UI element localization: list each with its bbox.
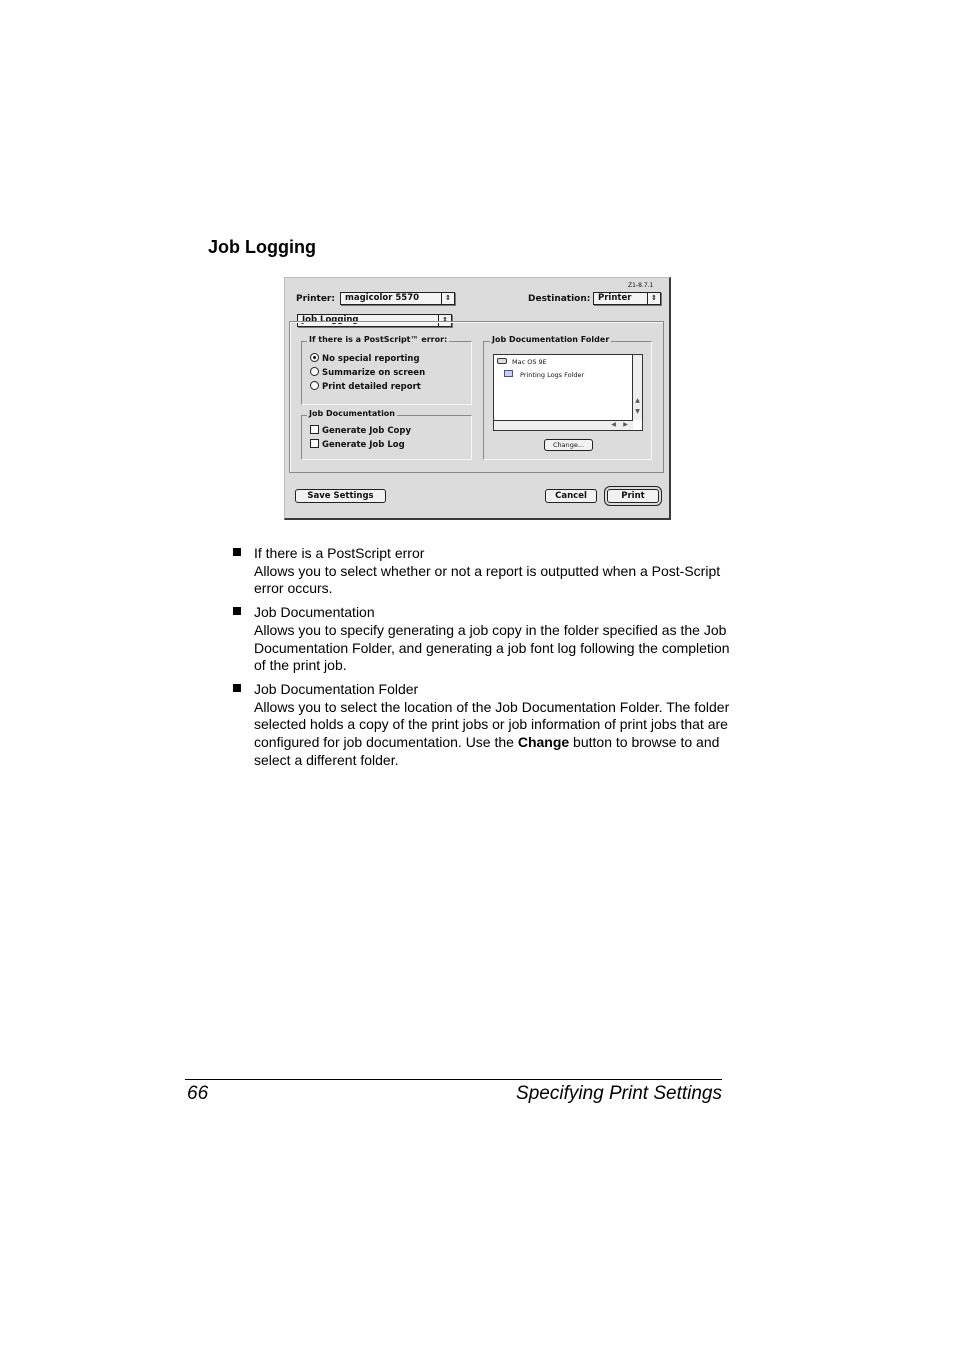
folder-listbox[interactable] — [493, 354, 643, 431]
item-title: Job Documentation Folder — [254, 680, 419, 697]
scroll-right-icon[interactable]: ▶ — [623, 421, 628, 428]
print-button[interactable]: Print — [607, 489, 659, 503]
list-item — [232, 545, 732, 598]
radio-icon — [310, 367, 319, 376]
radio-selected-icon — [310, 353, 319, 362]
print-dialog — [284, 277, 671, 520]
version-label: Z1-8.7.1 — [628, 282, 654, 289]
folder-icon — [504, 370, 513, 377]
list-item — [232, 681, 732, 770]
checkbox-generate-job-copy[interactable]: Generate Job Copy — [310, 425, 411, 436]
vertical-scrollbar[interactable] — [632, 355, 642, 420]
scroll-down-icon[interactable]: ▼ — [635, 408, 640, 415]
section-heading: Job Logging — [208, 237, 316, 257]
radio-print-detailed-report[interactable]: Print detailed report — [310, 381, 421, 392]
folder-group-title: Job Documentation Folder — [492, 335, 610, 344]
scroll-up-icon[interactable]: ▲ — [635, 397, 640, 404]
checkbox-generate-job-log[interactable]: Generate Job Log — [310, 439, 405, 450]
list-item — [232, 604, 732, 675]
description-list — [232, 545, 732, 775]
postscript-error-group-title: If there is a PostScript™ error: — [309, 335, 448, 344]
item-text: Allows you to select the location of the Job Documentation Folder. The folder selected holds a copy of the print jobs or job information of print jobs that are configured for job documentation. Use the Change button to browse to and select a different folder. — [254, 698, 730, 768]
footer-rule — [185, 1079, 722, 1080]
destination-popup[interactable] — [593, 292, 661, 305]
cancel-button[interactable]: Cancel — [545, 489, 597, 503]
destination-popup-value: Printer — [598, 293, 632, 303]
panel-popup-value: Job Logging — [302, 315, 359, 325]
save-settings-button[interactable]: Save Settings — [295, 489, 386, 503]
footer-section-title: Specifying Print Settings — [516, 1083, 722, 1104]
radio-icon — [310, 381, 319, 390]
job-documentation-group-title: Job Documentation — [309, 409, 395, 418]
change-keyword: Change — [517, 734, 570, 751]
item-title: If there is a PostScript error — [254, 545, 425, 561]
printer-popup[interactable] — [340, 292, 455, 305]
scroll-left-icon[interactable]: ◀ — [611, 421, 616, 428]
popup-arrows-icon: ⇕ — [647, 293, 660, 304]
printer-popup-value: magicolor 5570 — [345, 293, 420, 303]
list-item[interactable]: Mac OS 9E — [497, 358, 547, 366]
radio-summarize-on-screen[interactable]: Summarize on screen — [310, 367, 425, 378]
square-bullet-icon — [233, 607, 241, 615]
radio-no-special-reporting[interactable]: No special reporting — [310, 353, 420, 364]
item-title: Job Documentation — [254, 604, 375, 621]
item-text: Allows you to specify generating a job copy in the folder specified as the Job Documentation Folder, and generating a job font log following the completion of the print job. — [254, 621, 730, 674]
square-bullet-icon — [233, 684, 241, 692]
page-number: 66 — [187, 1083, 209, 1104]
hard-disk-icon — [497, 358, 507, 364]
item-text: Allows you to select whether or not a report is outputted when a Post-Script error occurs. — [254, 562, 721, 597]
job-documentation-group — [301, 415, 472, 460]
checkbox-icon — [310, 439, 319, 448]
popup-arrows-icon: ⇕ — [441, 293, 454, 304]
list-item[interactable]: Printing Logs Folder — [504, 370, 584, 379]
popup-arrows-icon: ⇕ — [438, 315, 451, 326]
square-bullet-icon — [233, 548, 241, 556]
horizontal-scrollbar[interactable] — [494, 420, 633, 430]
printer-label: Printer: — [296, 294, 335, 304]
change-button[interactable]: Change... — [544, 439, 593, 451]
checkbox-icon — [310, 425, 319, 434]
destination-label: Destination: — [528, 294, 591, 304]
